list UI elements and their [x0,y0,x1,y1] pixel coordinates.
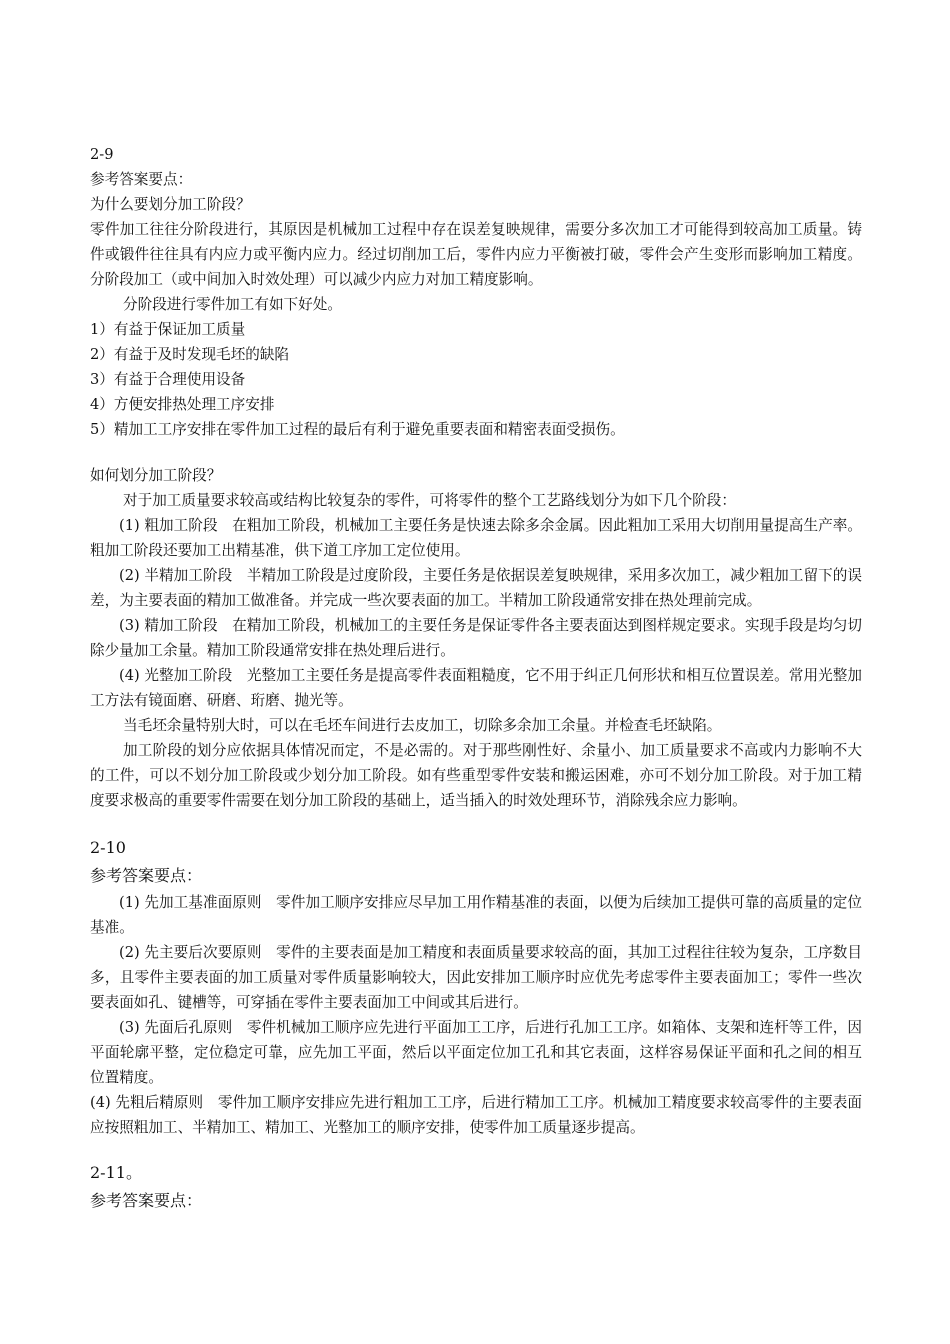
note-stage-division: 加工阶段的划分应依据具体情况而定，不是必需的。对于那些刚性好、余量小、加工质量要求不高或内力影响不大的工件，可以不划分加工阶段或少划分加工阶段。如有些重型零件安装和搬运困难，亦可不划分加工阶段。对于加工精度要求极高的重要零件需要在划分加工阶段的基础上，适当插入的时效处理环节，消除残余应力影响。 [90,742,862,809]
answer-header: 参考答案要点： [90,1191,203,1210]
benefit-item-3: 3）有益于合理使用设备 [90,371,246,388]
answer-header: 参考答案要点： [90,171,193,188]
spacer [90,813,862,834]
benefit-item-4: 4）方便安排热处理工序安排 [90,396,275,413]
stage-semi-finish: (2) 半精加工阶段 半精加工阶段是过度阶段，主要任务是依据误差复映规律，采用多次加工，减少粗加工留下的误差，为主要表面的精加工做准备。并完成一些次要表面的加工。半精加工阶段通常安排在热处理前完成。 [90,567,862,609]
question-number-2-11: 2-11。 [90,1163,142,1182]
question-number-2-9: 2-9 [90,146,114,163]
section-title-why: 为什么要划分加工阶段？ [90,196,251,213]
document-page [90,142,862,1215]
principle-datum-first: (1) 先加工基准面原则 零件加工顺序安排应尽早加工用作精基准的表面，以便为后续加工提供可靠的高质量的定位基准。 [90,894,862,936]
why-paragraph: 零件加工往往分阶段进行，其原因是机械加工过程中存在误差复映规律，需要分多次加工才可能得到较高加工质量。铸件或锻件往往具有内应力或平衡内应力。经过切削加工后，零件内应力平衡被打破，零件会产生变形而影响加工精度。分阶段加工（或中间加入时效处理）可以减少内应力对加工精度影响。 [90,221,862,288]
stage-rough: (1) 粗加工阶段 在粗加工阶段，机械加工主要任务是快速去除多余金属。因此粗加工采用大切削用量提高生产率。粗加工阶段还要加工出精基准，供下道工序加工定位使用。 [90,517,862,559]
stage-polish: (4) 光整加工阶段 光整加工主要任务是提高零件表面粗糙度，它不用于纠正几何形状和相互位置误差。常用光整加工方法有镜面磨、研磨、珩磨、抛光等。 [90,667,862,709]
section-title-how: 如何划分加工阶段？ [90,467,222,484]
principle-face-before-hole: (3) 先面后孔原则 零件机械加工顺序应先进行平面加工工序，后进行孔加工工序。如箱体、支架和连杆等工件，因平面轮廓平整，定位稳定可靠，应先加工平面，然后以平面定位加工孔和其它表面，这样容易保证平面和孔之间的相互位置精度。 [90,1019,862,1086]
principle-main-first: (2) 先主要后次要原则 零件的主要表面是加工精度和表面质量要求较高的面，其加工过程往往较为复杂，工序数目多，且零件主要表面的加工质量对零件质量影响较大，因此安排加工顺序时应优先考虑零件主要表面加工；零件一些次要表面如孔、键槽等，可穿插在零件主要表面加工中间或其后进行。 [90,944,862,1011]
stage-finish: (3) 精加工阶段 在精加工阶段，机械加工的主要任务是保证零件各主要表面达到图样规定要求。实现手段是均匀切除少量加工余量。精加工阶段通常安排在热处理后进行。 [90,617,862,659]
how-intro: 对于加工质量要求较高或结构比较复杂的零件，可将零件的整个工艺路线划分为如下几个阶段： [123,492,736,509]
principle-rough-before-finish: (4) 先粗后精原则 零件加工顺序安排应先进行粗加工工序，后进行精加工工序。机械加工精度要求较高零件的主要表面应按照粗加工、半精加工、精加工、光整加工的顺序安排，使零件加工质量逐步提高。 [90,1094,862,1136]
benefit-item-5: 5）精加工工序安排在零件加工过程的最后有利于避免重要表面和精密表面受损伤。 [90,421,625,438]
question-number-2-10: 2-10 [90,838,126,857]
benefit-item-1: 1）有益于保证加工质量 [90,321,246,338]
spacer [90,442,862,463]
spacer [90,1140,862,1159]
answer-header: 参考答案要点： [90,866,203,885]
benefits-intro: 分阶段进行零件加工有如下好处。 [123,296,342,313]
benefit-item-2: 2）有益于及时发现毛坯的缺陷 [90,346,290,363]
note-peeling: 当毛坯余量特别大时，可以在毛坯车间进行去皮加工，切除多余加工余量。并检查毛坯缺陷。 [123,717,722,734]
